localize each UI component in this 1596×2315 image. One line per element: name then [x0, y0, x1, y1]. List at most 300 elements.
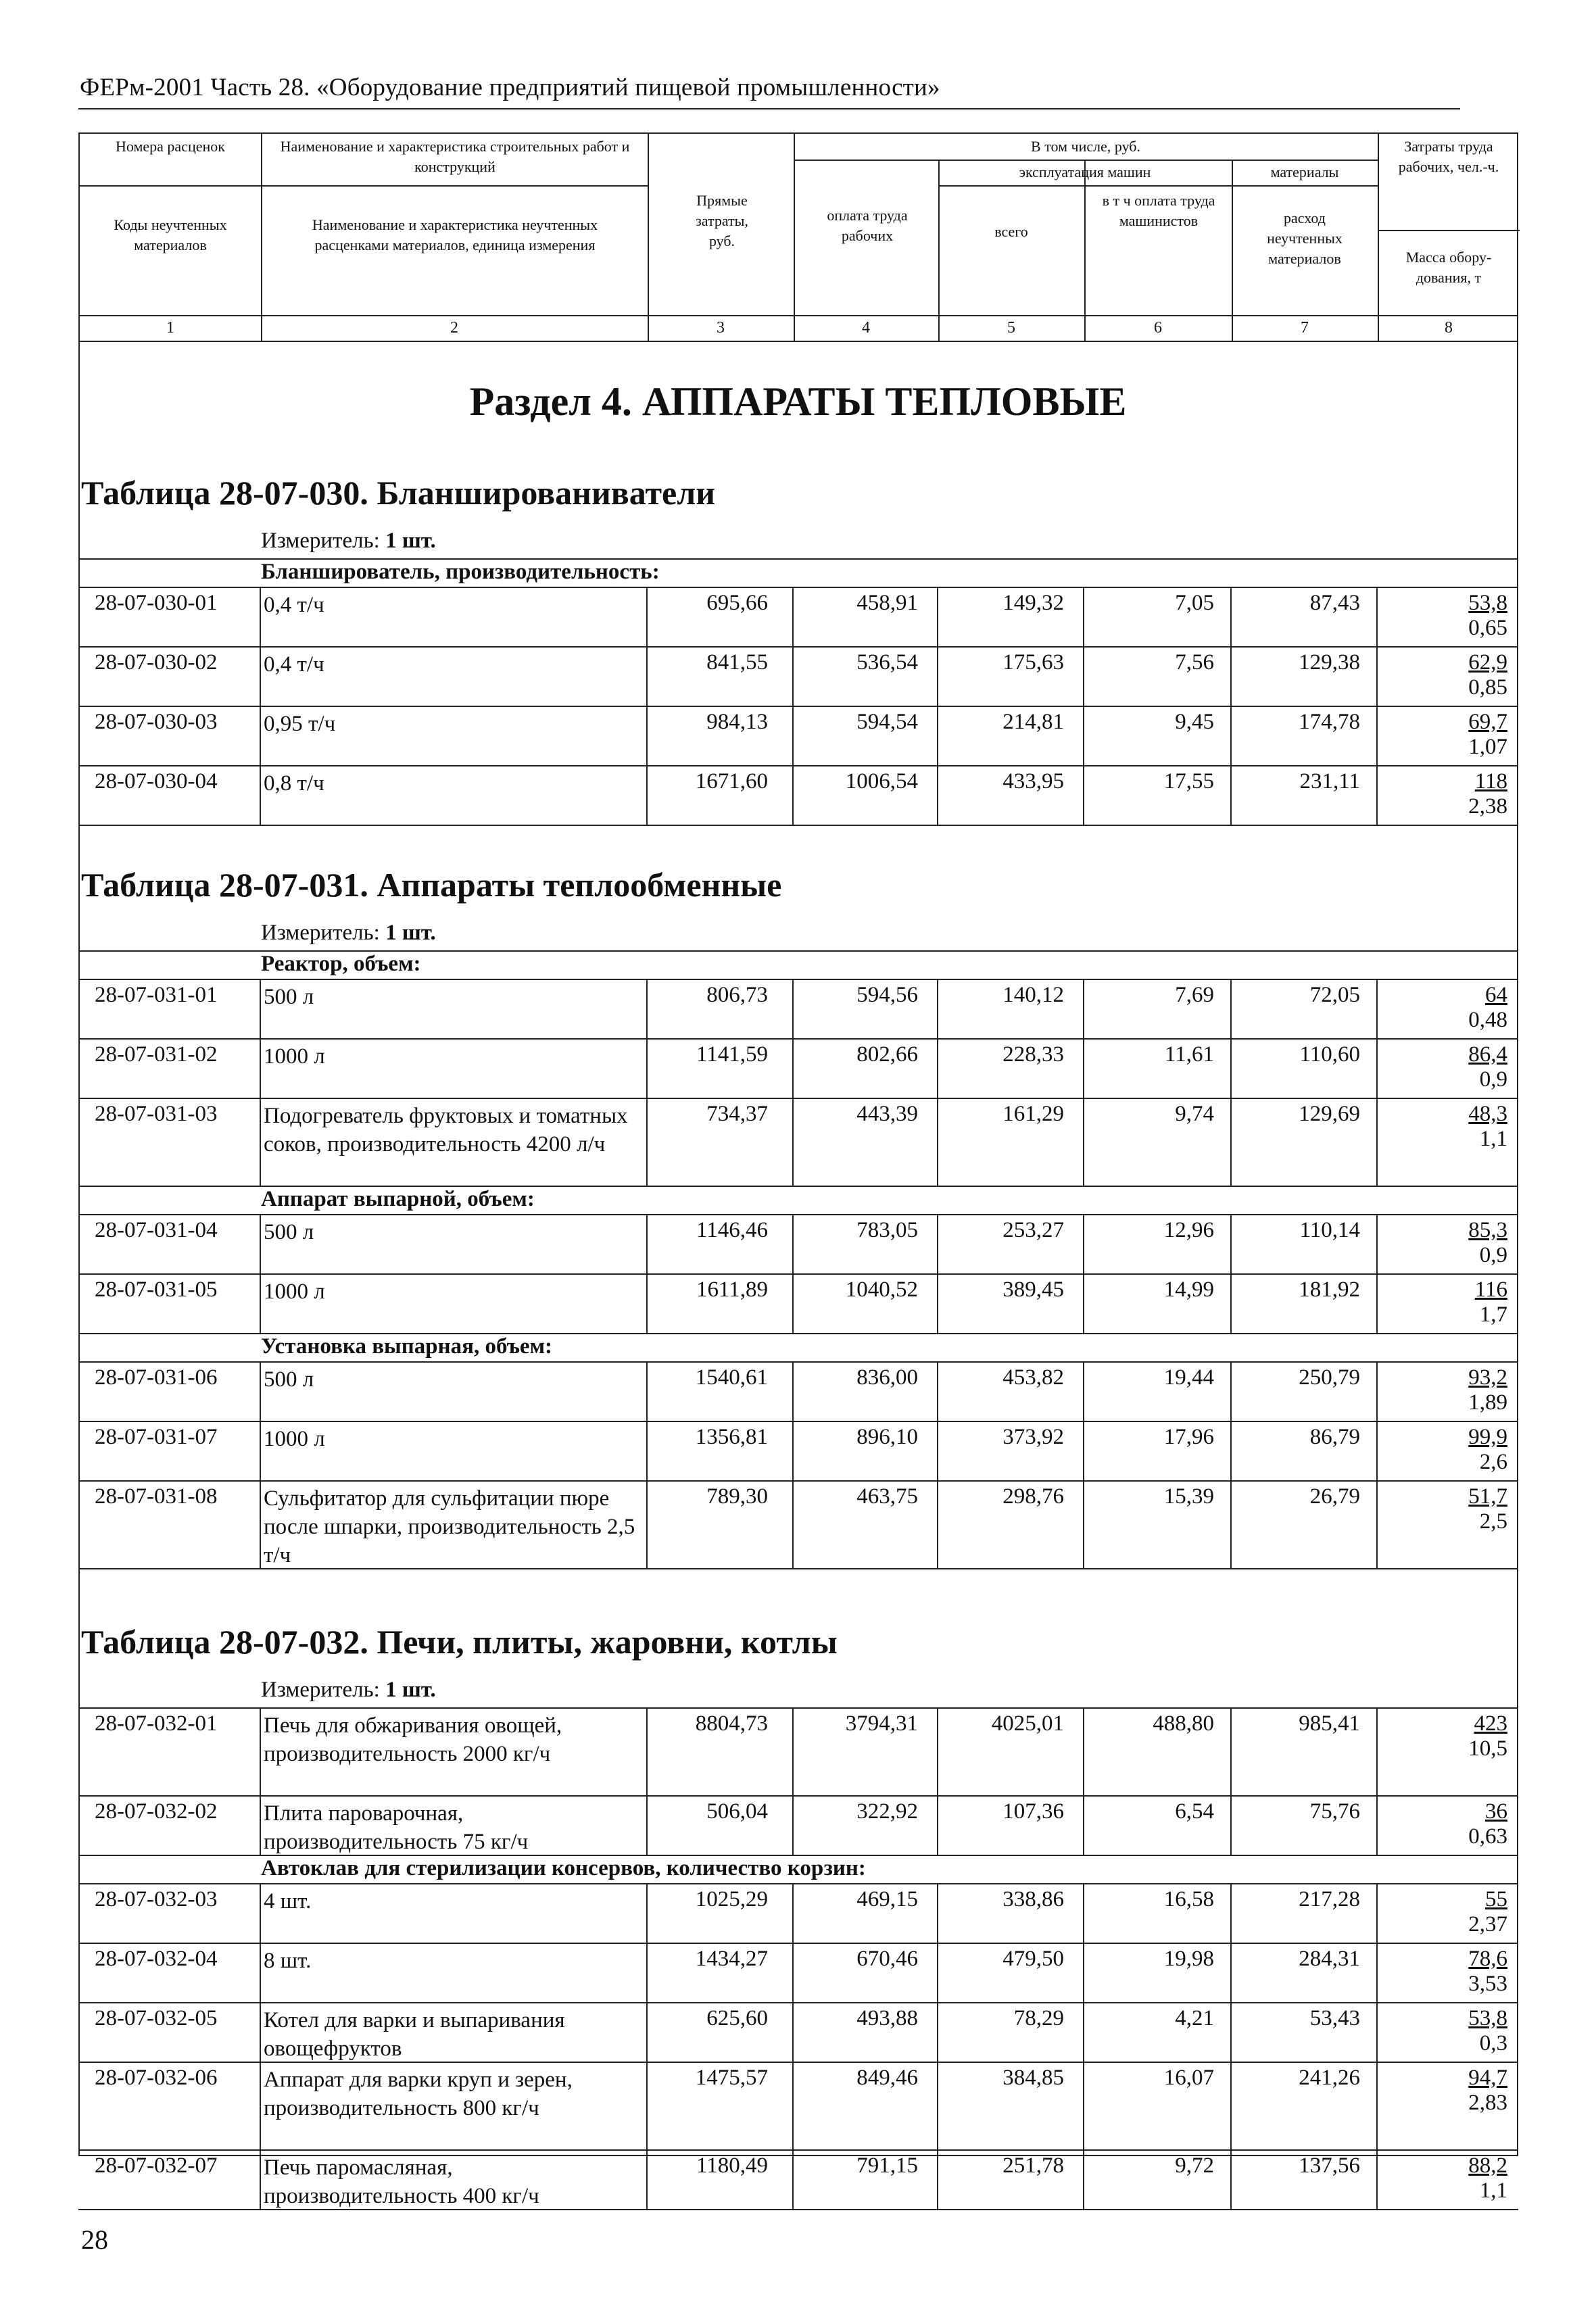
cost-pay: 594,56: [856, 983, 918, 1007]
column-number: 7: [1301, 319, 1309, 337]
cost-pay: 783,05: [856, 1218, 918, 1242]
cost-direct: 789,30: [706, 1484, 768, 1509]
head-materials: материалы: [1270, 164, 1339, 180]
head-divider: [261, 134, 262, 315]
table-row: [78, 2149, 1518, 2209]
head-col4: оплата труда рабочих: [827, 207, 908, 244]
labor-hours: 423: [1474, 1711, 1507, 1736]
cost-mach-pay: 16,07: [1163, 2066, 1214, 2090]
cost-mach-pay: 7,69: [1175, 983, 1214, 1007]
work-name: Аппарат для варки круп и зерен, производительность 800 кг/ч: [264, 2068, 573, 2120]
cost-mach: 214,81: [1002, 710, 1064, 734]
rate-code: 28-07-030-04: [95, 769, 218, 794]
cost-direct: 695,66: [706, 591, 768, 615]
labor-hours: 53,8: [1468, 591, 1507, 615]
cost-mach: 298,76: [1002, 1484, 1064, 1509]
cost-direct: 984,13: [706, 710, 768, 734]
rate-code: 28-07-030-01: [95, 591, 218, 615]
head-col5: всего: [994, 223, 1028, 240]
cost-direct: 734,37: [706, 1102, 768, 1126]
equipment-mass: 0,3: [1479, 2031, 1507, 2055]
cost-mach: 433,95: [1002, 769, 1064, 794]
cost-mat: 217,28: [1299, 1887, 1360, 1911]
head-divider: [648, 134, 649, 315]
cost-mach: 4025,01: [991, 1711, 1064, 1736]
column-number: 1: [166, 319, 174, 337]
cost-direct: 8804,73: [695, 1711, 768, 1736]
cell-divider: [260, 980, 261, 1038]
labor-mass-cell: [1433, 1218, 1507, 1268]
cell-divider: [260, 1363, 261, 1421]
cost-mach: 107,36: [1002, 1799, 1064, 1824]
cost-direct: 1611,89: [696, 1277, 768, 1302]
rate-code: 28-07-032-07: [95, 2153, 218, 2178]
rate-code: 28-07-032-06: [95, 2066, 218, 2090]
group-label: Аппарат выпарной, объем:: [261, 1187, 535, 1211]
head-col1-bottom: Коды неучтенных материалов: [114, 216, 227, 253]
table-row: [78, 2002, 1518, 2062]
equipment-mass: 1,89: [1468, 1390, 1507, 1415]
cost-pay: 802,66: [856, 1042, 918, 1067]
cost-mach-pay: 11,61: [1164, 1042, 1214, 1067]
table-row: [78, 1943, 1518, 2002]
rate-code: 28-07-031-08: [95, 1484, 218, 1509]
labor-hours: 48,3: [1468, 1102, 1507, 1126]
head-divider: [794, 134, 795, 315]
cell-divider: [260, 1482, 261, 1568]
work-name: 1000 л: [264, 1280, 325, 1304]
head-divider: [1378, 230, 1520, 231]
cell-divider: [260, 1099, 261, 1186]
cost-mach-pay: 17,55: [1163, 769, 1214, 794]
cost-mach-pay: 19,98: [1163, 1947, 1214, 1971]
labor-hours: 53,8: [1468, 2006, 1507, 2030]
cell-divider: [1376, 2003, 1378, 2062]
cost-mach: 389,45: [1002, 1277, 1064, 1302]
cost-mat: 137,56: [1299, 2153, 1360, 2178]
cell-divider: [1376, 1709, 1378, 1795]
work-name: 0,4 т/ч: [264, 593, 324, 617]
cost-direct: 1025,29: [695, 1887, 768, 1911]
cost-mach-pay: 7,56: [1175, 650, 1214, 675]
cost-mat: 250,79: [1299, 1365, 1360, 1390]
cost-mach: 140,12: [1002, 983, 1064, 1007]
cost-mat: 181,92: [1299, 1277, 1360, 1302]
cell-divider: [260, 1422, 261, 1480]
labor-hours: 64: [1485, 983, 1507, 1007]
cost-mat: 231,11: [1299, 769, 1360, 794]
cost-pay: 463,75: [856, 1484, 918, 1509]
cost-mach-pay: 4,21: [1175, 2006, 1214, 2030]
column-number: 4: [862, 319, 870, 337]
cost-pay: 791,15: [856, 2153, 918, 2178]
cost-mach: 338,86: [1002, 1887, 1064, 1911]
work-name: Котел для варки и выпаривания овощефруктов: [264, 2008, 565, 2061]
work-name: 0,4 т/ч: [264, 652, 324, 677]
cell-divider: [1376, 980, 1378, 1038]
meter-label: Измеритель:: [261, 921, 380, 945]
cost-direct: 1141,59: [696, 1042, 768, 1067]
cost-pay: 1006,54: [845, 769, 918, 794]
cost-mat: 72,05: [1309, 983, 1360, 1007]
labor-hours: 118: [1474, 769, 1507, 794]
labor-mass-cell: [1433, 983, 1507, 1033]
cost-pay: 594,54: [856, 710, 918, 734]
group-label: Автоклав для стерилизации консервов, количество корзин:: [261, 1856, 866, 1880]
rate-code: 28-07-031-05: [95, 1277, 218, 1302]
table-row: [78, 765, 1518, 825]
cell-divider: [1376, 1099, 1378, 1186]
equipment-mass: 1,1: [1479, 1127, 1507, 1151]
head-divider: [1084, 160, 1086, 315]
cost-direct: 841,55: [706, 650, 768, 675]
table-row: [78, 1273, 1518, 1333]
column-number: 3: [717, 319, 725, 337]
cell-divider: [260, 648, 261, 706]
work-name: 1000 л: [264, 1427, 325, 1451]
cost-mat: 26,79: [1309, 1484, 1360, 1509]
cost-mat: 985,41: [1299, 1711, 1360, 1736]
table-row: [78, 1421, 1518, 1480]
cost-mach: 228,33: [1002, 1042, 1064, 1067]
cost-mach-pay: 7,05: [1175, 591, 1214, 615]
cost-mach: 384,85: [1002, 2066, 1064, 2090]
rate-code: 28-07-032-02: [95, 1799, 218, 1824]
work-name: Печь паромасляная, производительность 400 кг/ч: [264, 2155, 539, 2208]
labor-mass-cell: [1433, 2153, 1507, 2203]
cost-mat: 110,14: [1299, 1218, 1360, 1242]
cost-pay: 469,15: [856, 1887, 918, 1911]
labor-mass-cell: [1433, 650, 1507, 700]
column-number: 6: [1154, 319, 1162, 337]
cost-mach: 373,92: [1002, 1425, 1064, 1449]
equipment-mass: 3,53: [1468, 1972, 1507, 1996]
head-divider: [1232, 160, 1233, 315]
group-label: Реактор, объем:: [261, 952, 421, 976]
column-number-row: [78, 315, 1518, 342]
group-label: Бланширователь, производительность:: [261, 560, 660, 584]
labor-hours: 86,4: [1468, 1042, 1507, 1067]
labor-hours: 62,9: [1468, 650, 1507, 675]
header-rule: [78, 108, 1460, 109]
cost-pay: 536,54: [856, 650, 918, 675]
rate-code: 28-07-032-01: [95, 1711, 218, 1736]
cell-divider: [1376, 1797, 1378, 1855]
labor-mass-cell: [1433, 710, 1507, 760]
labor-hours: 55: [1485, 1887, 1507, 1911]
cost-mat: 75,76: [1309, 1799, 1360, 1824]
equipment-mass: 0,65: [1468, 616, 1507, 640]
cell-divider: [1376, 707, 1378, 765]
table-row: [78, 646, 1518, 706]
cell-divider: [260, 1797, 261, 1855]
cost-direct: 1475,57: [695, 2066, 768, 2090]
table-row: [78, 1707, 1518, 1795]
cell-divider: [1376, 588, 1378, 646]
cost-mach: 78,29: [1013, 2006, 1064, 2030]
work-name: 0,8 т/ч: [264, 771, 324, 796]
equipment-mass: 1,7: [1479, 1302, 1507, 1327]
cost-mach-pay: 488,80: [1153, 1711, 1214, 1736]
labor-hours: 69,7: [1468, 710, 1507, 734]
cell-divider: [1376, 766, 1378, 825]
section-title: Раздел 4. АППАРАТЫ ТЕПЛОВЫЕ: [469, 379, 1127, 424]
table-row: [78, 1361, 1518, 1421]
cost-direct: 1671,60: [695, 769, 768, 794]
cost-mach: 161,29: [1002, 1102, 1064, 1126]
work-name: Плита пароварочная, производительность 75 кг/ч: [264, 1801, 529, 1854]
table-end-rule: [78, 825, 1518, 826]
labor-hours: 36: [1485, 1799, 1507, 1824]
cell-divider: [260, 2151, 261, 2209]
labor-hours: 99,9: [1468, 1425, 1507, 1449]
head-divider: [938, 185, 1378, 187]
cost-pay: 896,10: [856, 1425, 918, 1449]
rate-code: 28-07-032-04: [95, 1947, 218, 1971]
table-meter: [261, 529, 436, 554]
cost-mach: 253,27: [1002, 1218, 1064, 1242]
cost-mat: 87,43: [1309, 591, 1360, 615]
cost-mach: 453,82: [1002, 1365, 1064, 1390]
equipment-mass: 2,83: [1468, 2091, 1507, 2115]
table-row: [78, 1038, 1518, 1098]
head-divider: [794, 160, 1378, 161]
cell-divider: [1376, 648, 1378, 706]
cell-divider: [260, 766, 261, 825]
work-name: 500 л: [264, 1367, 314, 1392]
head-col2-bottom: Наименование и характеристика неучтенных расценками материалов, единица измерения: [312, 216, 598, 253]
cost-pay: 849,46: [856, 2066, 918, 2090]
work-name: 1000 л: [264, 1044, 325, 1069]
cell-divider: [260, 2063, 261, 2149]
cost-mat: 129,38: [1299, 650, 1360, 675]
work-name: 500 л: [264, 1220, 314, 1244]
cell-divider: [260, 1275, 261, 1333]
table-meter: [261, 1678, 436, 1703]
work-name: 0,95 т/ч: [264, 712, 336, 736]
table-row: [78, 706, 1518, 765]
labor-mass-cell: [1433, 1102, 1507, 1152]
rate-code: 28-07-032-03: [95, 1887, 218, 1911]
labor-mass-cell: [1433, 591, 1507, 641]
table-title: Таблица 28-07-030. Бланшированиватели: [81, 474, 716, 512]
column-number: 5: [1007, 319, 1015, 337]
cost-mach: 175,63: [1002, 650, 1064, 675]
equipment-mass: 0,9: [1479, 1243, 1507, 1267]
head-col2-top: Наименование и характеристика строительных работ и конструкций: [280, 138, 630, 175]
cost-mach-pay: 9,72: [1175, 2153, 1214, 2178]
labor-mass-cell: [1433, 2066, 1507, 2116]
table-row: [78, 2062, 1518, 2149]
page-number: 28: [81, 2224, 108, 2255]
rate-code: 28-07-031-01: [95, 983, 218, 1007]
cell-divider: [260, 1040, 261, 1098]
table-end-rule: [78, 2209, 1518, 2210]
column-number: 2: [450, 319, 458, 337]
cost-pay: 1040,52: [845, 1277, 918, 1302]
cell-divider: [1376, 1944, 1378, 2002]
meter-value: 1 шт.: [385, 529, 436, 553]
rate-code: 28-07-031-02: [95, 1042, 218, 1067]
head-col1-top: Номера расценок: [116, 138, 225, 155]
table-row: [78, 1795, 1518, 1855]
cell-divider: [1376, 2151, 1378, 2209]
cost-direct: 806,73: [706, 983, 768, 1007]
head-col7: расход неучтенных материалов: [1267, 210, 1343, 267]
cost-pay: 443,39: [856, 1102, 918, 1126]
labor-hours: 78,6: [1468, 1947, 1507, 1971]
table-end-rule: [78, 1568, 1518, 1569]
cell-divider: [260, 1215, 261, 1273]
cost-direct: 1180,49: [696, 2153, 768, 2178]
cell-divider: [1376, 1482, 1378, 1568]
cell-divider: [1376, 1363, 1378, 1421]
rate-code: 28-07-030-02: [95, 650, 218, 675]
work-name: 8 шт.: [264, 1949, 312, 1973]
labor-mass-cell: [1433, 769, 1507, 819]
equipment-mass: 1,1: [1479, 2178, 1507, 2203]
cost-mat: 174,78: [1299, 710, 1360, 734]
head-machines: эксплуатация машин: [1019, 164, 1151, 180]
cost-pay: 836,00: [856, 1365, 918, 1390]
cell-divider: [260, 1709, 261, 1795]
head-col6: в т ч оплата труда машинистов: [1102, 192, 1215, 229]
meter-value: 1 шт.: [385, 1678, 436, 1702]
column-number: 8: [1445, 319, 1453, 337]
equipment-mass: 2,5: [1479, 1509, 1507, 1534]
equipment-mass: 0,63: [1468, 1824, 1507, 1849]
group-label: Установка выпарная, объем:: [261, 1334, 553, 1359]
cost-pay: 3794,31: [845, 1711, 918, 1736]
rate-code: 28-07-031-03: [95, 1102, 218, 1126]
cost-mat: 86,79: [1309, 1425, 1360, 1449]
table-row: [78, 587, 1518, 646]
page-header-title: ФЕРм-2001 Часть 28. «Оборудование предприятий пищевой промышленности»: [80, 74, 940, 101]
head-incl: В том числе, руб.: [1031, 138, 1140, 155]
meter-value: 1 шт.: [385, 921, 436, 945]
cell-divider: [1376, 1422, 1378, 1480]
head-divider: [1378, 134, 1379, 315]
cost-direct: 625,60: [706, 2006, 768, 2030]
cost-mat: 53,43: [1309, 2006, 1360, 2030]
labor-hours: 51,7: [1468, 1484, 1507, 1509]
cost-mat: 110,60: [1299, 1042, 1360, 1067]
labor-mass-cell: [1433, 1277, 1507, 1327]
cell-divider: [1376, 1275, 1378, 1333]
cell-divider: [260, 707, 261, 765]
table-row: [78, 1883, 1518, 1943]
cost-mach-pay: 15,39: [1163, 1484, 1214, 1509]
rate-code: 28-07-031-04: [95, 1218, 218, 1242]
cost-mat: 284,31: [1299, 1947, 1360, 1971]
labor-hours: 94,7: [1468, 2066, 1507, 2090]
cost-mach: 479,50: [1002, 1947, 1064, 1971]
equipment-mass: 0,9: [1479, 1067, 1507, 1092]
table-row: [78, 1214, 1518, 1273]
labor-hours: 93,2: [1468, 1365, 1507, 1390]
equipment-mass: 2,6: [1479, 1450, 1507, 1474]
head-col8-top: Затраты труда рабочих, чел.-ч.: [1398, 138, 1499, 175]
cost-mach-pay: 9,45: [1175, 710, 1214, 734]
equipment-mass: 2,37: [1468, 1912, 1507, 1936]
cell-divider: [260, 1944, 261, 2002]
table-title: Таблица 28-07-032. Печи, плиты, жаровни, котлы: [81, 1623, 838, 1661]
equipment-mass: 2,38: [1468, 794, 1507, 819]
labor-mass-cell: [1433, 1947, 1507, 1997]
head-divider: [80, 185, 648, 187]
cost-mach-pay: 9,74: [1175, 1102, 1214, 1126]
cost-mat: 129,69: [1299, 1102, 1360, 1126]
work-name: Сульфитатор для сульфитации пюре после шпарки, производительность 2,5 т/ч: [264, 1486, 635, 1567]
cost-pay: 493,88: [856, 2006, 918, 2030]
rate-code: 28-07-031-06: [95, 1365, 218, 1390]
cost-mat: 241,26: [1299, 2066, 1360, 2090]
cost-pay: 458,91: [856, 591, 918, 615]
cell-divider: [1376, 1215, 1378, 1273]
cost-direct: 1434,27: [695, 1947, 768, 1971]
cost-mach-pay: 6,54: [1175, 1799, 1214, 1824]
cost-direct: 1540,61: [695, 1365, 768, 1390]
work-name: 500 л: [264, 985, 314, 1009]
cost-direct: 1356,81: [695, 1425, 768, 1449]
table-row: [78, 1098, 1518, 1186]
labor-mass-cell: [1433, 1887, 1507, 1937]
cost-mach: 149,32: [1002, 591, 1064, 615]
labor-mass-cell: [1433, 1799, 1507, 1849]
meter-label: Измеритель:: [261, 529, 380, 553]
equipment-mass: 1,07: [1468, 735, 1507, 759]
equipment-mass: 0,48: [1468, 1008, 1507, 1032]
labor-hours: 88,2: [1468, 2153, 1507, 2178]
labor-mass-cell: [1433, 1365, 1507, 1415]
cost-mach-pay: 19,44: [1163, 1365, 1214, 1390]
table-title: Таблица 28-07-031. Аппараты теплообменные: [81, 866, 782, 904]
labor-mass-cell: [1433, 1711, 1507, 1761]
rate-code: 28-07-030-03: [95, 710, 218, 734]
cost-mach-pay: 17,96: [1163, 1425, 1214, 1449]
cost-pay: 670,46: [856, 1947, 918, 1971]
cost-pay: 322,92: [856, 1799, 918, 1824]
cost-direct: 506,04: [706, 1799, 768, 1824]
cell-divider: [260, 1884, 261, 1943]
labor-mass-cell: [1433, 2006, 1507, 2056]
meter-label: Измеритель:: [261, 1678, 380, 1702]
labor-hours: 85,3: [1468, 1218, 1507, 1242]
head-col3: Прямые затраты, руб.: [696, 192, 748, 249]
table-head: [78, 132, 1518, 316]
equipment-mass: 0,85: [1468, 675, 1507, 700]
labor-mass-cell: [1433, 1042, 1507, 1092]
cost-mach-pay: 14,99: [1163, 1277, 1214, 1302]
work-name: Печь для обжаривания овощей, производительность 2000 кг/ч: [264, 1713, 562, 1766]
cost-mach: 251,78: [1002, 2153, 1064, 2178]
cell-divider: [260, 2003, 261, 2062]
work-name: 4 шт.: [264, 1889, 312, 1914]
rate-code: 28-07-032-05: [95, 2006, 218, 2030]
cell-divider: [1376, 1884, 1378, 1943]
table-row: [78, 1480, 1518, 1568]
table-meter: [261, 921, 436, 946]
head-col8-bottom: Масса обору-дования, т: [1405, 249, 1492, 286]
labor-mass-cell: [1433, 1484, 1507, 1534]
work-name: Подогреватель фруктовых и томатных соков, производительность 4200 л/ч: [264, 1104, 628, 1156]
equipment-mass: 10,5: [1468, 1736, 1507, 1761]
cell-divider: [1376, 2063, 1378, 2149]
table-row: [78, 979, 1518, 1038]
cell-divider: [260, 588, 261, 646]
cell-divider: [1376, 1040, 1378, 1098]
labor-hours: 116: [1474, 1277, 1507, 1302]
